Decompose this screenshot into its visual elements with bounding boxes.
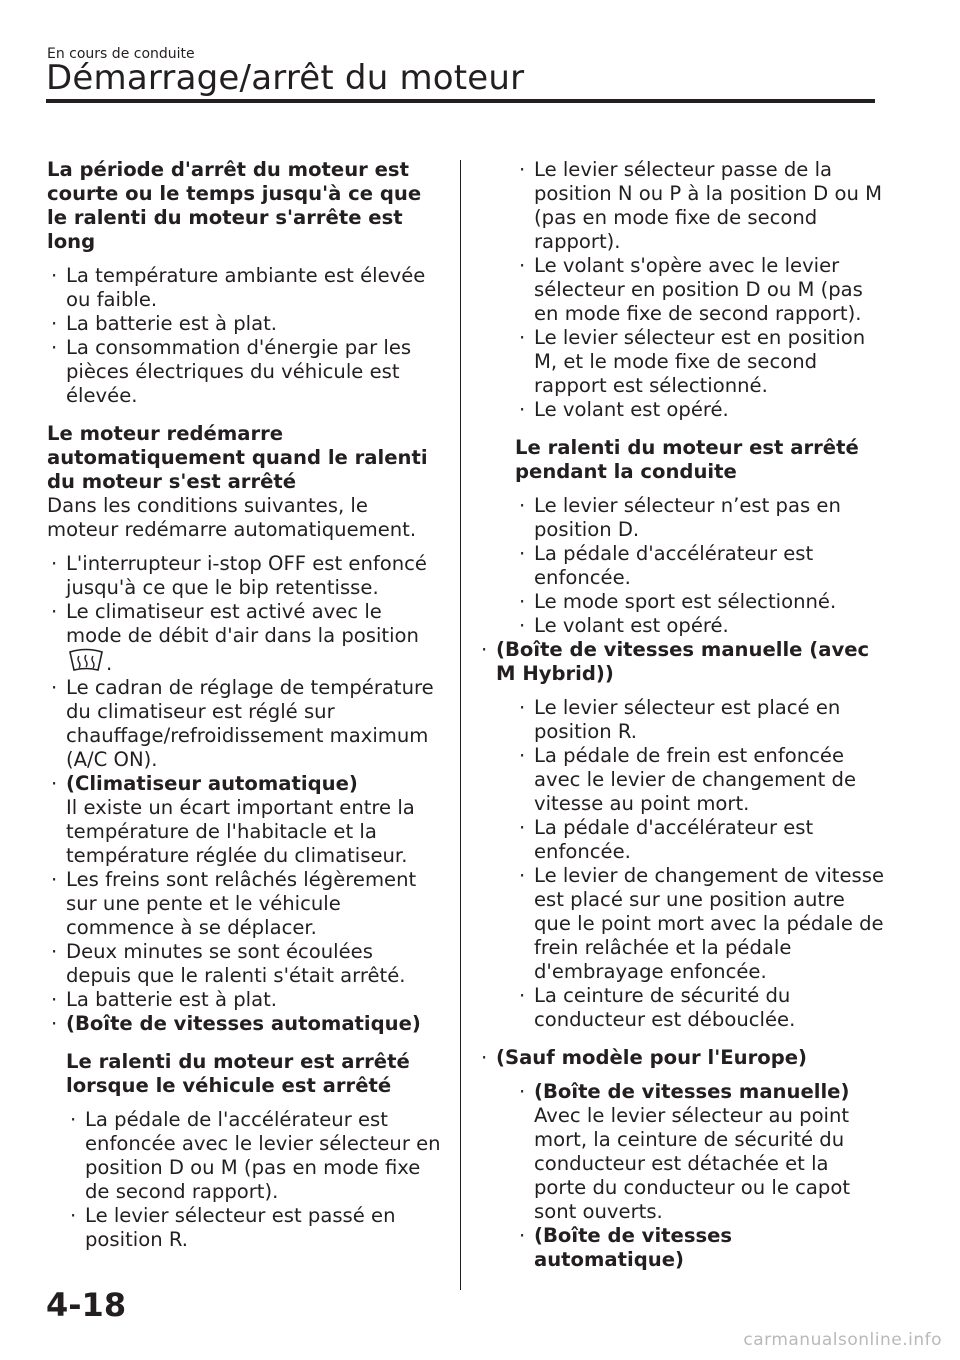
list-item: · (Boîte de vitesses manuelle (avec M Hybrid)) (481, 638, 870, 685)
list-item: · Le volant est opéré. (519, 398, 729, 421)
list-item: · La batterie est à plat. (51, 312, 278, 335)
right-column (481, 158, 886, 1272)
bullet-icon: · (51, 264, 58, 287)
bullet-icon: · (519, 816, 526, 839)
bullet-icon: · (51, 312, 58, 335)
page-title: Démarrage/arrêt du moteur (46, 58, 525, 98)
bullet-icon: · (51, 676, 58, 699)
list-manual-transmission (477, 638, 886, 686)
list-item: · Le cadran de réglage de température du climatiseur est réglé sur chauffage/refroidissement maximum (A/C ON). (51, 676, 434, 771)
left-column (47, 158, 442, 1252)
bullet-icon: · (51, 1012, 58, 1035)
list-restart-conditions (47, 552, 442, 1036)
heading-stop-while-driving: Le ralenti du moteur est arrêté pendant la conduite (515, 436, 859, 483)
bullet-icon: · (51, 988, 58, 1011)
bullet-icon: · (519, 864, 526, 887)
header-rule (46, 99, 875, 103)
bullet-icon: · (519, 542, 526, 565)
bullet-icon: · (51, 772, 58, 795)
bullet-icon: · (70, 1204, 77, 1227)
heading-auto-restart: Le moteur redémarre automatiquement quand le ralenti du moteur s'est arrêté (47, 422, 428, 493)
bullet-icon: · (51, 940, 58, 963)
list-item: · La consommation d'énergie par les pièces électriques du véhicule est élevée. (51, 336, 412, 407)
list-item: · (Climatiseur automatique) Il existe un écart important entre la température de l'habitacle et la température réglée du climatiseur. (51, 772, 415, 867)
list-item: · Le levier de changement de vitesse est placé sur une position autre que le point mort avec la pédale de frein relâchée et la pédale d'embrayage enfoncée. (519, 864, 884, 983)
list-item: · La pédale de l'accélérateur est enfoncée avec le levier sélecteur en position D ou M (pas en mode fixe de second rapport). (70, 1108, 441, 1203)
column-divider (460, 160, 461, 1290)
list-item: · (Boîte de vitesses automatique) (51, 1012, 421, 1035)
list-except-europe-items (515, 1080, 886, 1272)
list-item: · Le climatiseur est activé avec le mode de débit d'air dans la position . (51, 600, 419, 675)
list-item: · Le levier sélecteur est en position M, et le mode fixe de second rapport est sélectionné. (519, 326, 866, 397)
bullet-icon: · (519, 984, 526, 1007)
list-item: · La pédale de frein est enfoncée avec le levier de changement de vitesse au point mort. (519, 744, 857, 815)
list-item: · Le levier sélecteur passe de la position N ou P à la position D ou M (pas en mode fixe de second rapport). (519, 158, 883, 253)
list-item: · La batterie est à plat. (51, 988, 278, 1011)
list-item: · Le levier sélecteur n’est pas en position D. (519, 494, 841, 541)
list-item: · (Sauf modèle pour l'Europe) (481, 1046, 807, 1069)
bullet-icon: · (51, 868, 58, 891)
list-item: · Le volant s'opère avec le levier sélecteur en position D ou M (pas en mode fixe de second rapport). (519, 254, 863, 325)
bullet-icon: · (51, 552, 58, 575)
list-item: · (Boîte de vitesses automatique) (519, 1224, 733, 1271)
bullet-icon: · (519, 590, 526, 613)
heading-stop-while-stopped: Le ralenti du moteur est arrêté lorsque le véhicule est arrêté (66, 1050, 410, 1097)
heading-short-stop: La période d'arrêt du moteur est courte ou le temps jusqu'à ce que le ralenti du moteur s'arrête est long (47, 158, 422, 253)
list-item: · Le levier sélecteur est placé en position R. (519, 696, 841, 743)
page-number: 4-18 (46, 1286, 127, 1324)
list-item: · L'interrupteur i-stop OFF est enfoncé jusqu'à ce que le bip retentisse. (51, 552, 427, 599)
list-item: · La pédale d'accélérateur est enfoncée. (519, 816, 814, 863)
list-item: · La pédale d'accélérateur est enfoncée. (519, 542, 814, 589)
list-item: · La ceinture de sécurité du conducteur est débouclée. (519, 984, 796, 1031)
bullet-icon: · (519, 744, 526, 767)
list-short-stop (47, 264, 442, 408)
bullet-icon: · (481, 638, 488, 661)
list-except-europe (477, 1046, 886, 1070)
bullet-icon: · (481, 1046, 488, 1069)
bullet-icon: · (519, 494, 526, 517)
list-item: · Le mode sport est sélectionné. (519, 590, 837, 613)
bullet-icon: · (51, 336, 58, 359)
bullet-icon: · (70, 1108, 77, 1131)
rear-window-defroster-icon (66, 648, 106, 676)
paragraph-conditions: Dans les conditions suivantes, le moteur redémarre automatiquement. (47, 494, 417, 541)
list-stop-while-stopped (66, 1108, 442, 1252)
list-item: · Le levier sélecteur est passé en position R. (70, 1204, 396, 1251)
list-item: · Le volant est opéré. (519, 614, 729, 637)
bullet-icon: · (519, 326, 526, 349)
bullet-icon: · (519, 398, 526, 421)
list-manual-conditions (515, 696, 886, 1032)
list-item: · Deux minutes se sont écoulées depuis que le ralenti s'était arrêté. (51, 940, 406, 987)
bullet-icon: · (519, 1080, 526, 1103)
list-item: · La température ambiante est élevée ou faible. (51, 264, 426, 311)
list-selector-continued (515, 158, 886, 422)
bullet-icon: · (519, 696, 526, 719)
watermark: carmanualsonline.info (743, 1330, 942, 1350)
list-stop-while-driving (515, 494, 886, 638)
bullet-icon: · (51, 600, 58, 623)
list-item: · (Boîte de vitesses manuelle) Avec le levier sélecteur au point mort, la ceinture de sécurité du conducteur est détachée et la porte du conducteur ou le capot sont ouverts. (519, 1080, 851, 1223)
bullet-icon: · (519, 1224, 526, 1247)
header-section-label: En cours de conduite (47, 46, 195, 62)
bullet-icon: · (519, 158, 526, 181)
bullet-icon: · (519, 614, 526, 637)
bullet-icon: · (519, 254, 526, 277)
list-item: · Les freins sont relâchés légèrement sur une pente et le véhicule commence à se déplacer. (51, 868, 417, 939)
